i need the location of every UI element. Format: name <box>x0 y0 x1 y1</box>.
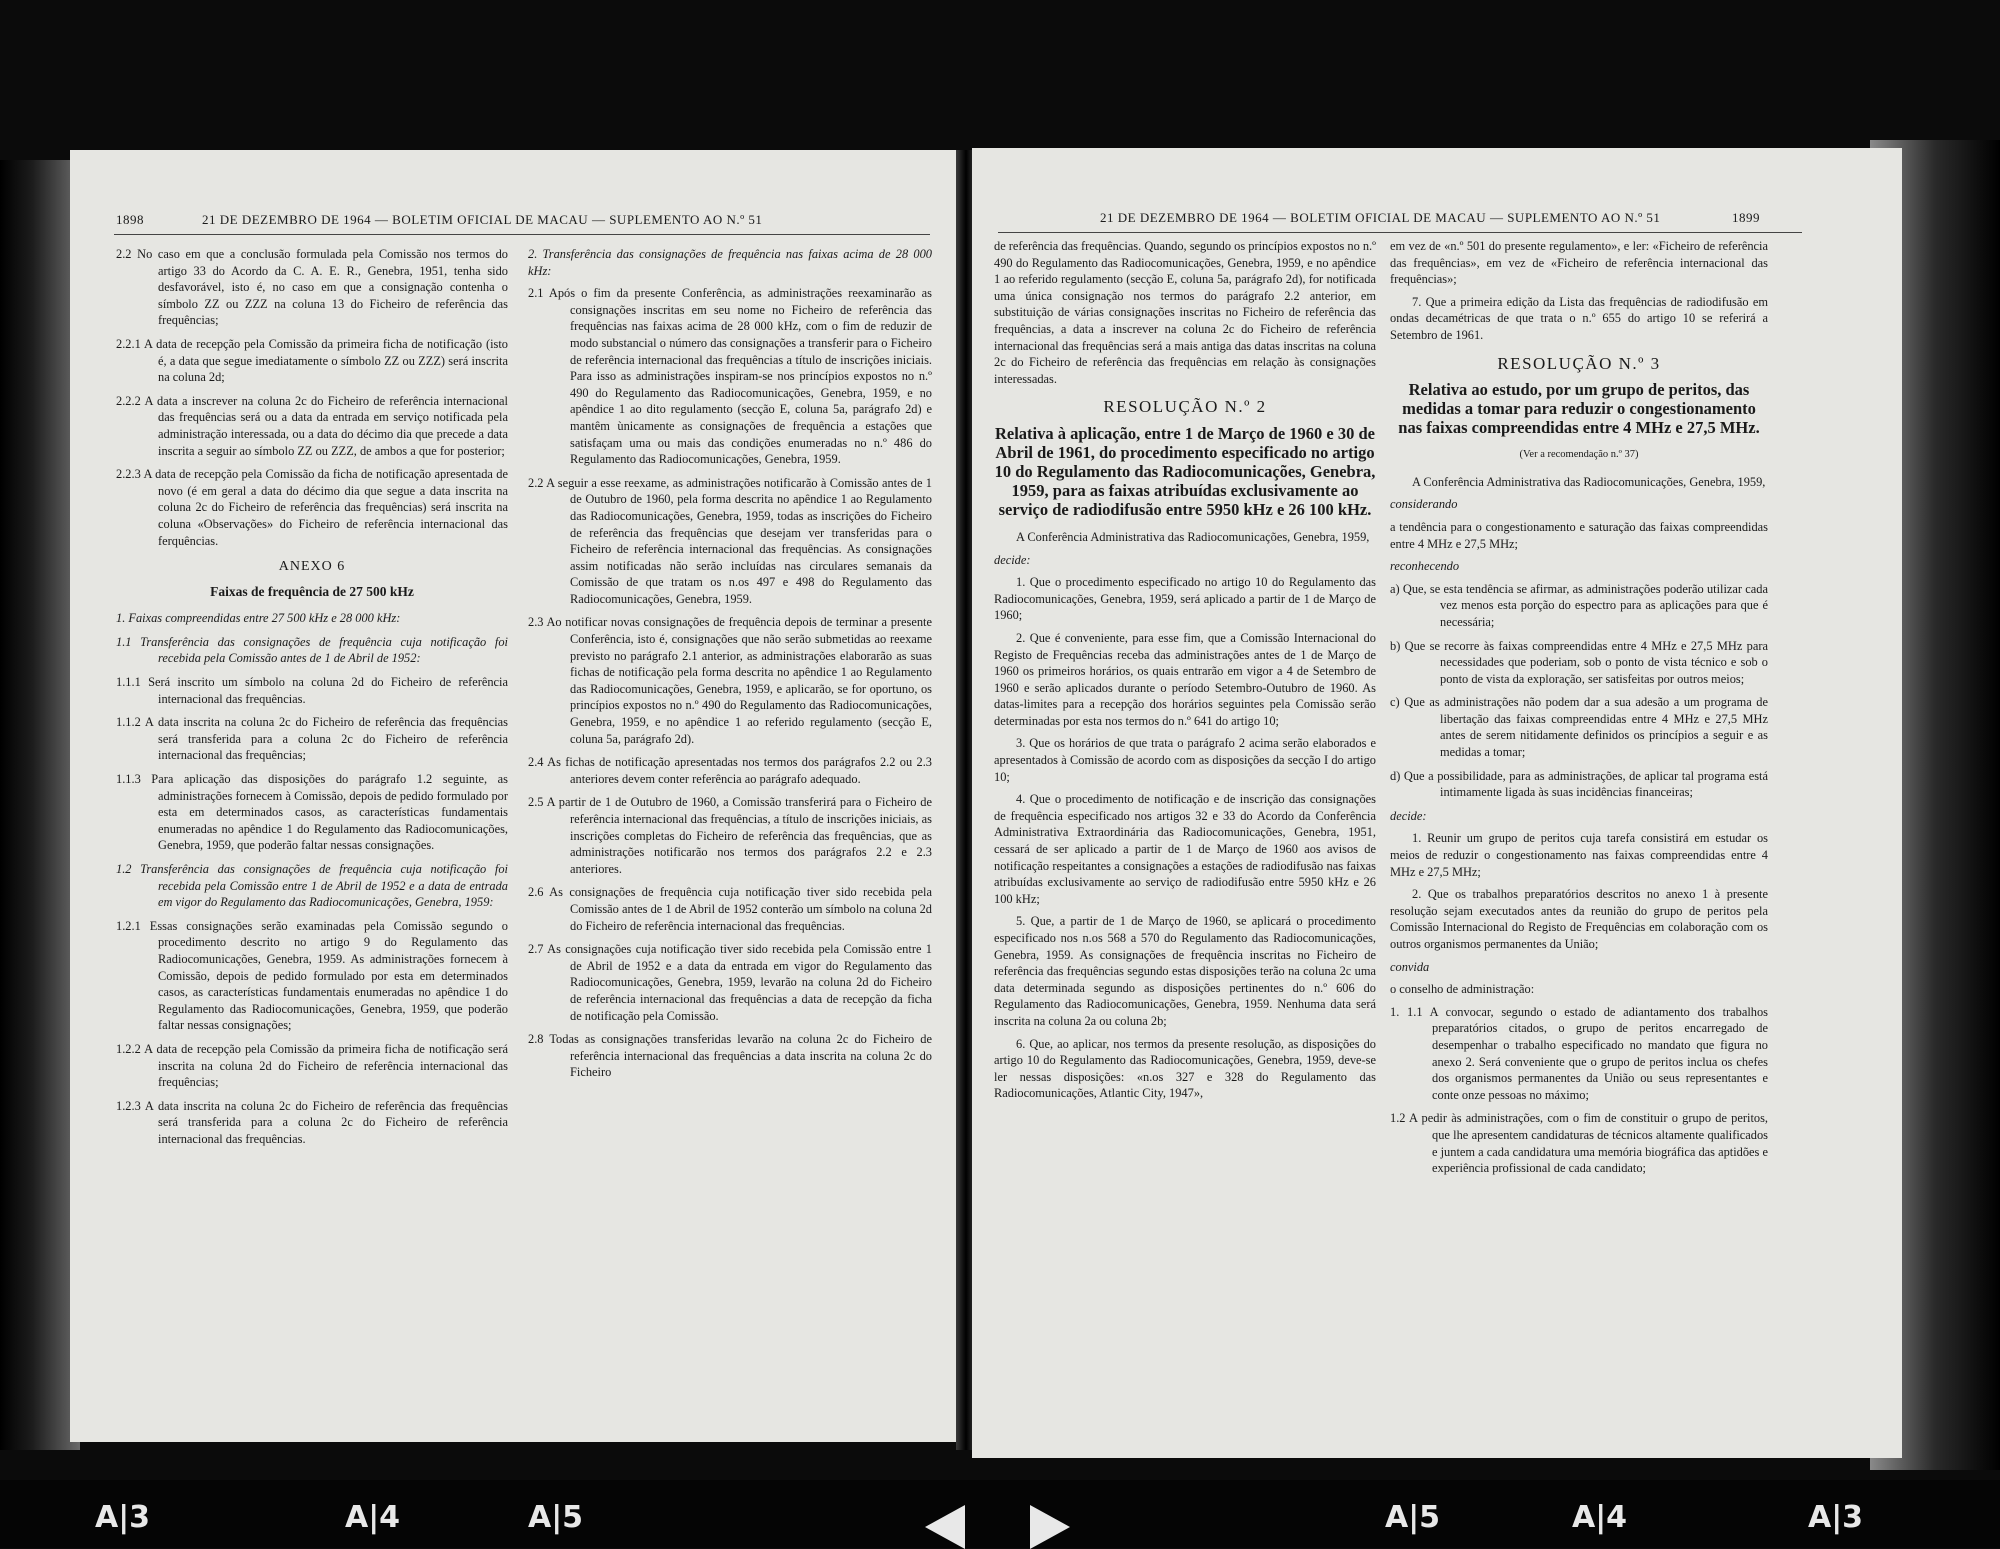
film-marker: A|3 <box>1808 1500 1864 1535</box>
scan-edge-left <box>0 160 80 1450</box>
right-page-number: 1899 <box>1732 210 1760 225</box>
paragraph: 2. Que os trabalhos preparatórios descritos no anexo 1 à presente resolução sejam executados antes da reunião do grupo de peritos pela Comissão Internacional do Registo de Frequências em colaboração com os outros organismos permanentes da União; <box>1390 887 1768 951</box>
paragraph: 1. Faixas compreendidas entre 27 500 kHz e 28 000 kHz: <box>116 611 401 626</box>
paragraph: 2.2.1 A data de recepção pela Comissão da primeira ficha de notificação (isto é, a data que segue imediatamente o símbolo ZZ ou ZZZ) será inscrita na coluna 2d; <box>116 336 508 385</box>
paragraph: 1.1 Transferência das consignações de frequência cuja notificação foi recebida pela Comissão antes de 1 de Abril de 1952: <box>116 634 508 666</box>
paragraph: 2.5 A partir de 1 de Outubro de 1960, a Comissão transferirá para o Ficheiro de referência internacional das frequências, a título de inscrições iniciais, as inscrições completas do Ficheiro de referência das frequências, que as administrações notificarão nos termos dos parágrafos 2.2 e 2.3 anteriores. <box>528 795 932 876</box>
paragraph: 2.6 As consignações de frequência cuja notificação tiver sido recebida pela Comissão antes de 1 de Abril de 1952 conterão um símbolo na coluna 2d do Ficheiro de referência internacional das frequências. <box>528 885 932 933</box>
left-running-title: 21 DE DEZEMBRO DE 1964 — BOLETIM OFICIAL DE MACAU — SUPLEMENTO AO N.º 51 <box>202 212 763 227</box>
paragraph: decide: <box>994 552 1031 567</box>
paragraph: Relativa ao estudo, por um grupo de peritos, das medidas a tomar para reduzir o congestionamento nas faixas compreendidas entre 4 MHz e 27,5 MHz. <box>1398 380 1760 438</box>
paragraph: c) Que as administrações não podem dar a sua adesão a um programa de libertação das faixas compreendidas entre 4 MHz e 27,5 MHz antes de serem nitidamente definidos os princípios a seguir e as medidas a tomar; <box>1390 695 1768 760</box>
paragraph: 2.2 No caso em que a conclusão formulada pela Comissão nos termos do artigo 33 do Acordo da C. A. E. R., Genebra, 1951, tenha sido desfavorável, isto é, no caso em que a consignação contenha o símbolo ZZ ou ZZZ na coluna 13 do Ficheiro de referência das frequências; <box>116 247 508 328</box>
paragraph: 1.2 Transferência das consignações de frequência cuja notificação foi recebida pela Comissão entre 1 de Abril de 1952 e a data de entrada em vigor do Regulamento das Radiocomunicações, Genebra, 1959: <box>116 862 508 910</box>
paragraph: de referência das frequências. Quando, segundo os princípios expostos no n.º 490 do Regulamento das Radiocomunicações, Genebra, 1959, e no apêndice 1 ao referido regulamento (secção E, coluna 5a, parágrafo 2d), for notificada uma única consignação nos termos do parágrafo 2.2 anterior, em substituição de várias consignações inscritas no Ficheiro de referência das frequências, a data a inscrever na coluna 2c do Ficheiro de referência internacional das frequências será a mais antiga das datas inscritas na coluna 2c do Ficheiro de referência das frequências em relação às consignações interessadas. <box>994 239 1376 386</box>
paragraph: decide: <box>1390 808 1427 823</box>
paragraph: 2.3 Ao notificar novas consignações de frequência depois de terminar a presente Conferência, isto é, consignações que não serão submetidas ao reexame previsto no parágrafo 2.1 anterior, as administrações elaborarão as suas fichas de notificação pela forma descrita no apêndice 1 ao Regulamento das Radiocomunicações, Genebra, 1959, e aplicarão, se for oportuno, os princípios expostos no n.º 490 do Regulamento das Radiocomunicações, Genebra, 1959, e no apêndice 1 ao referido regulamento (secção E, coluna 5a, parágrafo 2d). <box>528 615 932 746</box>
paragraph: 2.7 As consignações cuja notificação tiver sido recebida pela Comissão entre 1 de Abril de 1952 e a data da entrada em vigor do Regulamento das Radiocomunicações, Genebra, 1959, levarão na coluna 2d do Ficheiro de referência internacional das frequências a data de recepção da ficha de notificação pela Comissão. <box>528 942 932 1023</box>
paragraph: 1.1.3 Para aplicação das disposições do parágrafo 1.2 seguinte, as administrações fornecem à Comissão, depois de pedido formulado por esta em determinados casos, as características fundamentais enumeradas no apêndice 1 do Regulamento das Radiocomunicações, Genebra, 1959, que poderão faltar nessas consignações. <box>116 772 508 853</box>
left-head-rule <box>114 234 930 235</box>
paragraph: 1. 1.1 A convocar, segundo o estado de adiantamento dos trabalhos preparatórios citados, o grupo de peritos encarregado de desempenhar o trabalho especificado no mandato que figura no anexo 2. Será conveniente que o grupo de peritos inclua os chefes dos organismos permanentes da União ou seus representantes e conte onze pessoas no máximo; <box>1390 1004 1768 1102</box>
paragraph: d) Que a possibilidade, para as administrações, de aplicar tal programa está intimamente ligada às suas incidências financeiras; <box>1390 768 1768 800</box>
paragraph: 2.4 As fichas de notificação apresentadas nos termos dos parágrafos 2.2 ou 2.3 anteriores devem conter referência ao parágrafo adequado. <box>528 755 932 786</box>
paragraph: a) Que, se esta tendência se afirmar, as administrações poderão utilizar cada vez menos esta porção do espectro para as aplicações para que é necessária; <box>1390 581 1768 629</box>
right-head-rule <box>998 232 1802 233</box>
paragraph: reconhecendo <box>1390 559 1460 574</box>
paragraph: 2.1 Após o fim da presente Conferência, as administrações reexaminarão as consignações inscritas em seu nome no Ficheiro de referência das frequências nas faixas acima de 28 000 kHz, com o fim de reduzir de modo substancial o número das consignações a transferir para o Ficheiro de referência internacional das frequências a título de inscrições iniciais. Para isso as administrações inspiram-se nos princípios expostos no n.º 490 do Regulamento das Radiocomunicações, Genebra, 1959, e no apêndice 1 ao dito regulamento (secção E, coluna 5a, parágrafo 2d) e mantêm ùnicamente as consignações de frequência a estações que satisfaçam uma ou mais das condições enumeradas no n.º 486 do Regulamento das Radiocomunicações, Genebra, 1959. <box>528 286 932 467</box>
paragraph: em vez de «n.º 501 do presente regulamento», e ler: «Ficheiro de referência das frequências», em vez de «Ficheiro de referência internacional das frequências»; <box>1390 239 1768 287</box>
film-marker: A|3 <box>95 1500 151 1535</box>
paragraph: 6. Que, ao aplicar, nos termos da presente resolução, as disposições do artigo 10 do Regulamento das Radiocomunicações, Genebra, 1959, deve-se ler nessas disposições: «n.os 327 e 328 do Regulamento das Radiocomunicações, Atlantic City, 1947», <box>994 1036 1376 1101</box>
paragraph: A Conferência Administrativa das Radiocomunicações, Genebra, 1959, <box>1016 529 1370 544</box>
right-column-1 <box>994 238 1376 1108</box>
film-marker: A|4 <box>345 1500 401 1535</box>
right-column-2 <box>1390 238 1768 1184</box>
film-arrow-left <box>925 1505 965 1549</box>
paragraph: convida <box>1390 959 1430 974</box>
paragraph: 2.2.3 A data de recepção pela Comissão da ficha de notificação apresentada de novo (é em geral a data do décimo dia que segue a data inscrita na coluna 2c do Ficheiro de referência das frequências) será inscrita na coluna «Observações» do Ficheiro de referência internacional das ferquências. <box>116 467 508 548</box>
film-marker: A|4 <box>1572 1500 1628 1535</box>
right-page <box>972 148 1902 1458</box>
paragraph: 3. Que os horários de que trata o parágrafo 2 acima serão elaborados e apresentados à Comissão de acordo com as disposições da secção I do artigo 10; <box>994 736 1376 784</box>
left-page <box>70 150 960 1442</box>
paragraph: considerando <box>1390 497 1458 512</box>
paragraph: (Ver a recomendação n.º 37) <box>1519 449 1639 461</box>
paragraph: o conselho de administração: <box>1390 982 1535 997</box>
film-strip <box>0 1480 2000 1548</box>
paragraph: ANEXO 6 <box>278 559 346 575</box>
right-running-title: 21 DE DEZEMBRO DE 1964 — BOLETIM OFICIAL DE MACAU — SUPLEMENTO AO N.º 51 <box>1100 210 1661 225</box>
paragraph: 2.2.2 A data a inscrever na coluna 2c do Ficheiro de referência internacional das frequências será ou a data da entrada em serviço notificada pela administração interessada, ou a data do décimo dia que precede a data inscrita a seguir ao símbolo ZZ ou ZZZ, de ambos a que for posterior; <box>116 393 508 458</box>
paragraph: 1.1.2 A data inscrita na coluna 2c do Ficheiro de referência das frequências será transferida para a coluna 2c do Ficheiro de referência internacional das frequências; <box>116 715 508 763</box>
paragraph: 2.8 Todas as consignações transferidas levarão na coluna 2c do Ficheiro de referência internacional das frequências a data inscrita na coluna 2c do Ficheiro <box>528 1032 932 1080</box>
left-page-number: 1898 <box>116 212 144 227</box>
paragraph: Faixas de frequência de 27 500 kHz <box>210 583 414 599</box>
film-arrow-right <box>1030 1505 1070 1549</box>
paragraph: 5. Que, a partir de 1 de Março de 1960, se aplicará o procedimento especificado nos n.os 568 a 570 do Regulamento das Radiocomunicações, Genebra, 1959. As consignações de frequência inscritas no Ficheiro de referência das frequências segundo estas disposições terão na coluna 2c uma data determinada segundo as disposições pertinentes do n.º 606 do Regulamento das Radiocomunicações, Genebra, 1959. Nenhuma data será inscrita na coluna 2a ou coluna 2b; <box>994 914 1376 1028</box>
paragraph: 1. Que o procedimento especificado no artigo 10 do Regulamento das Radiocomunicações, Genebra, 1959, será aplicado a partir de 1 de Março de 1960; <box>994 575 1376 623</box>
film-marker: A|5 <box>528 1500 584 1535</box>
paragraph: 2. Que é conveniente, para esse fim, que a Comissão Internacional do Registo de Frequências receba das administrações antes de 1 de Março de 1960 os primeiros horários, os quais entrarão em vigor a 4 de Setembro de 1960 e serão aplicados durante o período Setembro-Outubro de 1960. As datas-limites para a recepção dos horários seguintes pela Comissão serão determinadas por esta nos termos do n.º 641 do artigo 10; <box>994 630 1376 728</box>
paragraph: a tendência para o congestionamento e saturação das faixas compreendidas entre 4 MHz e 27,5 MHz; <box>1390 519 1768 551</box>
paragraph: 1.2 A pedir às administrações, com o fim de constituir o grupo de peritos, que lhe apresentem candidaturas de técnicos altamente qualificados e juntem a cada candidatura uma memória biográfica das aptidões e experiência profissional de cada candidato; <box>1390 1111 1768 1176</box>
paragraph: 1.1.1 Será inscrito um símbolo na coluna 2d do Ficheiro de referência internacional das frequências. <box>116 675 508 706</box>
paragraph: 1. Reunir um grupo de peritos cuja tarefa consistirá em estudar os meios de reduzir o congestionamento nas faixas compreendidas entre 4 MHz e 27,5 MHz; <box>1390 831 1768 879</box>
paragraph: A Conferência Administrativa das Radiocomunicações, Genebra, 1959, <box>1412 474 1766 489</box>
paragraph: 7. Que a primeira edição da Lista das frequências de radiodifusão em ondas decamétricas de que trata o n.º 655 do artigo 10 se referirá a Setembro de 1961. <box>1390 294 1768 342</box>
left-column-2 <box>528 246 932 1088</box>
paragraph: RESOLUÇÃO N.º 2 <box>1103 397 1267 417</box>
left-column-1 <box>116 246 508 1155</box>
paragraph: 1.2.3 A data inscrita na coluna 2c do Ficheiro de referência das frequências será transferida para a coluna 2c do Ficheiro de referência internacional das frequências. <box>116 1098 508 1146</box>
paragraph: 2.2 A seguir a esse reexame, as administrações notificarão à Comissão antes de 1 de Outubro de 1960, pela forma descrita no apêndice 1 ao Regulamento das Radiocomunicações, Genebra, 1959, todas as inscrições do Ficheiro de referência das frequências que desejam ver transferidas para o Ficheiro de referência internacional das frequências. As consignações assim notificadas não serão incluídas nas circulares semanais da Comissão de que tratam os n.os 497 e 498 do Regulamento das Radiocomunicações, Genebra, 1959. <box>528 475 932 606</box>
film-marker: A|5 <box>1385 1500 1441 1535</box>
paragraph: b) Que se recorre às faixas compreendidas entre 4 MHz e 27,5 MHz para necessidades que poderiam, sob o ponto de vista técnico e sob o ponto de vista da exploração, ser satisfeitas por outros meios; <box>1390 638 1768 686</box>
paragraph: Relativa à aplicação, entre 1 de Março de 1960 e 30 de Abril de 1961, do procedimento especificado no artigo 10 do Regulamento das Radiocomunicações, Genebra, 1959, para as faixas atribuídas exclusivamente ao serviço de radiodifusão entre 5950 kHz e 26 100 kHz. <box>994 423 1376 519</box>
paragraph: 1.2.2 A data de recepção pela Comissão da primeira ficha de notificação será inscrita na coluna 2d do Ficheiro de referência internacional das frequências; <box>116 1041 508 1090</box>
paragraph: 2. Transferência das consignações de frequência nas faixas acima de 28 000 kHz: <box>528 247 932 278</box>
paragraph: 4. Que o procedimento de notificação e de inscrição das consignações de frequência especificado nos artigos 32 e 33 do Acordo da Conferência Administrativa Extraordinária das Radiocomunicações, Genebra, 1951, cessará de ser aplicado a partir de 1 de Março de 1960 aos avisos de notificação respeitantes a consignações a estações de radiodifusão nas faixas atribuídas exclusivamente ao serviço de radiodifusão entre 5950 kHz e 26 100 kHz; <box>994 792 1376 906</box>
paragraph: RESOLUÇÃO N.º 3 <box>1497 353 1661 373</box>
paragraph: 1.2.1 Essas consignações serão examinadas pela Comissão segundo o procedimento descrito no artigo 9 do Regulamento das Radiocomunicações, Genebra, 1959. As administrações fornecem à Comissão, depois de pedido formulado por esta em determinados casos, as características fundamentais enumeradas no apêndice 1 do Regulamento das Radiocomunicações, Genebra, 1959, que poderão faltar nessas consignações; <box>116 918 508 1033</box>
